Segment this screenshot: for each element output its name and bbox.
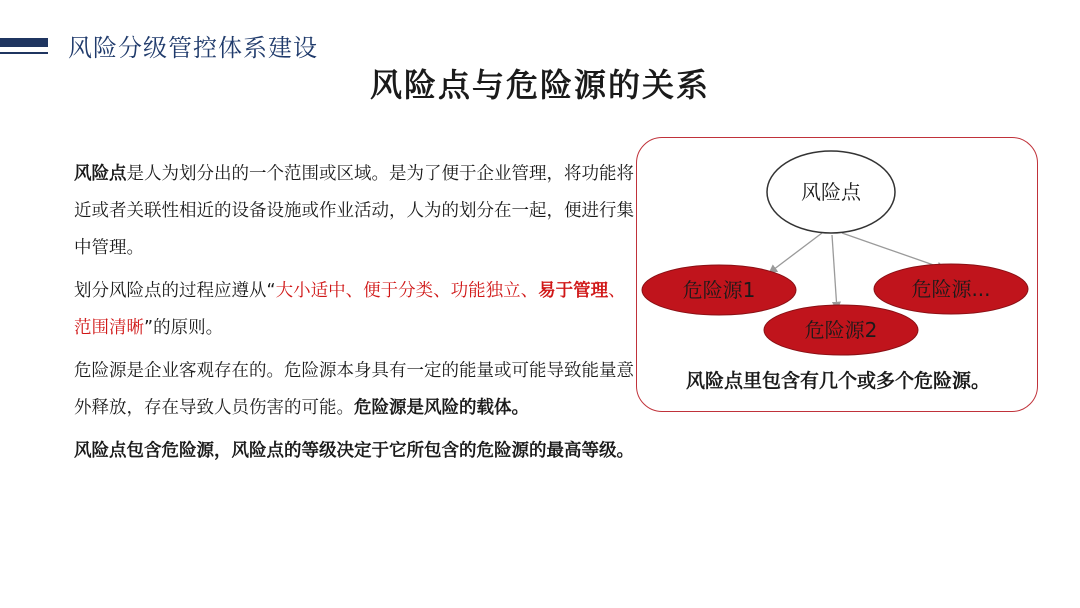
conclusion-statement: 风险点包含危险源，风险点的等级决定于它所包含的危险源的最高等级。 (74, 441, 634, 461)
header-accent-line (0, 52, 48, 54)
hazard-node-3-label: 危险源... (911, 277, 991, 301)
section-title: 风险分级管控体系建设 (68, 34, 318, 62)
root-node-label: 风险点 (801, 180, 861, 204)
principle-highlight-2: 、范围清晰 (74, 281, 626, 338)
principle-prefix: 划分风险点的过程应遵从“ (74, 281, 276, 301)
body-text (74, 156, 634, 476)
connector-arrow-2 (832, 235, 837, 310)
connector-arrow-3 (842, 233, 945, 269)
hazard-definition: 危险源是企业客观存在的。危险源本身具有一定的能量或可能导致能量意外释放，存在导致人员伤害的可能。 (74, 361, 634, 418)
principle-highlight-bold: 易于管理 (538, 281, 609, 301)
connector-arrow-1 (769, 233, 822, 273)
paragraph-conclusion (74, 433, 634, 470)
term-risk-point: 风险点 (74, 164, 127, 184)
paragraph-hazard-source (74, 353, 634, 427)
relationship-diagram (636, 137, 1038, 412)
diagram-caption: 风险点里包含有几个或多个危险源。 (685, 370, 990, 392)
risk-point-definition: 是人为划分出的一个范围或区域。是为了便于企业管理，将功能将近或者关联性相近的设备设施或作业活动，人为的划分在一起，便进行集中管理。 (74, 164, 634, 258)
principle-suffix: ”的原则。 (144, 318, 224, 338)
paragraph-division-principle (74, 273, 634, 347)
hazard-node-2-label: 危险源2 (804, 318, 878, 342)
page-title: 风险点与危险源的关系 (369, 66, 710, 104)
hazard-carrier-statement: 危险源是风险的载体。 (354, 398, 529, 418)
header-accent-bar (0, 38, 48, 47)
principle-highlight-1: 大小适中、便于分类、功能独立、 (275, 281, 539, 301)
paragraph-risk-point (74, 156, 634, 267)
hazard-node-1-label: 危险源1 (682, 278, 756, 302)
